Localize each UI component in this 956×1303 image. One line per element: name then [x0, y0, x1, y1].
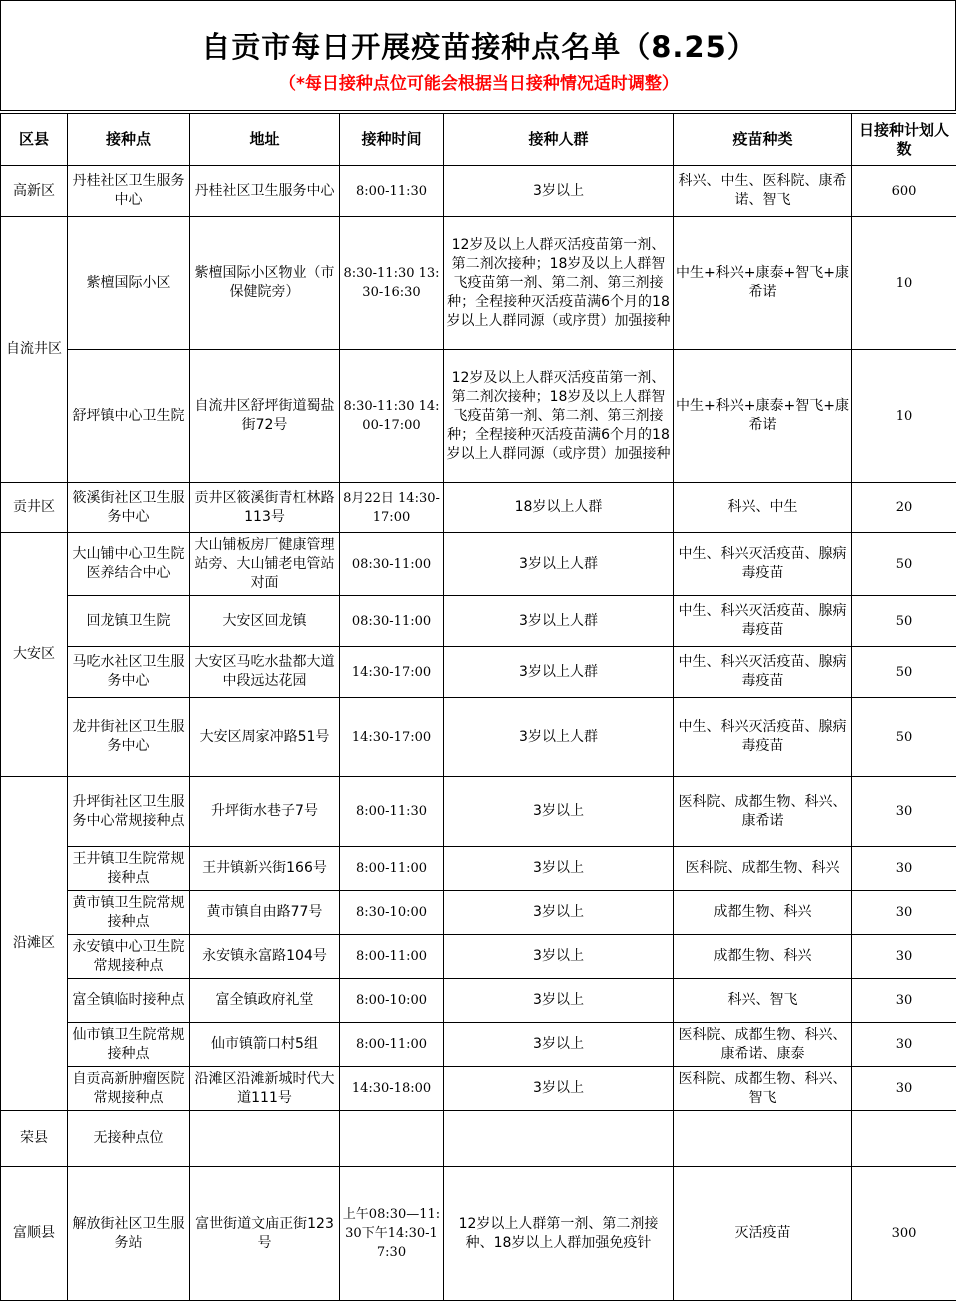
address-cell: 自流井区舒坪街道蜀盐街72号: [190, 350, 340, 483]
time-cell: 8:30-11:30 14:00-17:00: [340, 350, 444, 483]
time-cell: 8:00-11:00: [340, 935, 444, 979]
vaccine-cell: 中生、科兴灭活疫苗、腺病毒疫苗: [674, 533, 852, 596]
population-cell: 3岁以上: [444, 777, 674, 847]
plan-cell: 30: [852, 847, 956, 891]
header-plan: 日接种计划人数: [852, 114, 956, 166]
table-row: [1, 698, 956, 777]
plan-cell: 30: [852, 935, 956, 979]
header-row: [1, 114, 956, 166]
address-cell: 黄市镇自由路77号: [190, 891, 340, 935]
time-cell: 8:00-11:30: [340, 166, 444, 217]
time-cell: 8:30-10:00: [340, 891, 444, 935]
header-vaccine: 疫苗种类: [674, 114, 852, 166]
address-cell: [190, 1111, 340, 1167]
address-cell: 王井镇新兴街166号: [190, 847, 340, 891]
vaccine-cell: [674, 1111, 852, 1167]
plan-cell: 30: [852, 1023, 956, 1067]
table-row: [1, 1111, 956, 1167]
table-row: [1, 935, 956, 979]
header-district: 区县: [1, 114, 68, 166]
site-cell: 富全镇临时接种点: [68, 979, 190, 1023]
table-row: [1, 647, 956, 698]
address-cell: 大山铺板房厂健康管理站旁、大山铺老电管站对面: [190, 533, 340, 596]
site-cell: 解放街社区卫生服务站: [68, 1167, 190, 1301]
vaccine-cell: 成都生物、科兴: [674, 935, 852, 979]
time-cell: 14:30-17:00: [340, 647, 444, 698]
time-cell: 14:30-18:00: [340, 1067, 444, 1111]
site-cell: 紫檀国际小区: [68, 217, 190, 350]
population-cell: 3岁以上: [444, 1023, 674, 1067]
address-cell: 大安区周家冲路51号: [190, 698, 340, 777]
address-cell: 沿滩区沿滩新城时代大道111号: [190, 1067, 340, 1111]
table-row: [1, 166, 956, 217]
address-cell: 大安区回龙镇: [190, 596, 340, 647]
plan-cell: 50: [852, 698, 956, 777]
time-cell: 8:00-10:00: [340, 979, 444, 1023]
site-cell: 升坪街社区卫生服务中心常规接种点: [68, 777, 190, 847]
population-cell: 12岁以上人群第一剂、第二剂接种、18岁以上人群加强免疫针: [444, 1167, 674, 1301]
vaccine-cell: 成都生物、科兴: [674, 891, 852, 935]
district-cell: 大安区: [1, 533, 68, 777]
header-population: 接种人群: [444, 114, 674, 166]
plan-cell: 20: [852, 483, 956, 533]
population-cell: 12岁及以上人群灭活疫苗第一剂、第二剂次接种；18岁及以上人群智飞疫苗第一剂、第二剂、第三剂接种；全程接种灭活疫苗满6个月的18岁以上人群同源（或序贯）加强接种: [444, 217, 674, 350]
time-cell: 14:30-17:00: [340, 698, 444, 777]
population-cell: 18岁以上人群: [444, 483, 674, 533]
site-cell: 大山铺中心卫生院医养结合中心: [68, 533, 190, 596]
plan-cell: [852, 1111, 956, 1167]
table-row: [1, 350, 956, 483]
table-row: [1, 1067, 956, 1111]
time-cell: [340, 1111, 444, 1167]
plan-cell: 50: [852, 596, 956, 647]
population-cell: 3岁以上: [444, 891, 674, 935]
site-cell: 永安镇中心卫生院常规接种点: [68, 935, 190, 979]
vaccine-cell: 中生、科兴灭活疫苗、腺病毒疫苗: [674, 596, 852, 647]
site-cell: 王井镇卫生院常规接种点: [68, 847, 190, 891]
vaccination-table: [0, 113, 956, 1301]
table-row: [1, 533, 956, 596]
address-cell: 永安镇永富路104号: [190, 935, 340, 979]
district-cell: 贡井区: [1, 483, 68, 533]
vaccine-cell: 科兴、中生: [674, 483, 852, 533]
population-cell: 3岁以上: [444, 847, 674, 891]
population-cell: 3岁以上人群: [444, 647, 674, 698]
plan-cell: 50: [852, 533, 956, 596]
table-row: [1, 217, 956, 350]
table-row: [1, 596, 956, 647]
plan-cell: 50: [852, 647, 956, 698]
address-cell: 丹桂社区卫生服务中心: [190, 166, 340, 217]
table-row: [1, 1167, 956, 1301]
population-cell: 3岁以上人群: [444, 596, 674, 647]
table-row: [1, 777, 956, 847]
address-cell: 富全镇政府礼堂: [190, 979, 340, 1023]
site-cell: 黄市镇卫生院常规接种点: [68, 891, 190, 935]
time-cell: 8:00-11:00: [340, 847, 444, 891]
header-address: 地址: [190, 114, 340, 166]
site-cell: 仙市镇卫生院常规接种点: [68, 1023, 190, 1067]
plan-cell: 30: [852, 891, 956, 935]
vaccine-cell: 中生+科兴+康泰+智飞+康希诺: [674, 217, 852, 350]
time-cell: 8:00-11:00: [340, 1023, 444, 1067]
district-cell: 高新区: [1, 166, 68, 217]
header-site: 接种点: [68, 114, 190, 166]
time-cell: 8:00-11:30: [340, 777, 444, 847]
table-row: [1, 483, 956, 533]
vaccine-cell: 科兴、智飞: [674, 979, 852, 1023]
address-cell: 紫檀国际小区物业（市保健院旁）: [190, 217, 340, 350]
plan-cell: 10: [852, 217, 956, 350]
population-cell: [444, 1111, 674, 1167]
vaccine-cell: 医科院、成都生物、科兴、智飞: [674, 1067, 852, 1111]
vaccine-cell: 中生+科兴+康泰+智飞+康希诺: [674, 350, 852, 483]
site-cell: 马吃水社区卫生服务中心: [68, 647, 190, 698]
site-cell: 舒坪镇中心卫生院: [68, 350, 190, 483]
table-row: [1, 1023, 956, 1067]
page-subtitle: （*每日接种点位可能会根据当日接种情况适时调整）: [279, 74, 679, 94]
vaccine-cell: 医科院、成都生物、科兴、康希诺: [674, 777, 852, 847]
site-cell: 筱溪街社区卫生服务中心: [68, 483, 190, 533]
site-cell: 自贡高新肿瘤医院常规接种点: [68, 1067, 190, 1111]
population-cell: 3岁以上: [444, 1067, 674, 1111]
population-cell: 12岁及以上人群灭活疫苗第一剂、第二剂次接种；18岁及以上人群智飞疫苗第一剂、第二剂、第三剂接种；全程接种灭活疫苗满6个月的18岁以上人群同源（或序贯）加强接种: [444, 350, 674, 483]
address-cell: 仙市镇箭口村5组: [190, 1023, 340, 1067]
table-row: [1, 847, 956, 891]
address-cell: 大安区马吃水盐都大道中段远达花园: [190, 647, 340, 698]
table-row: [1, 891, 956, 935]
time-cell: 8:30-11:30 13:30-16:30: [340, 217, 444, 350]
site-cell: 回龙镇卫生院: [68, 596, 190, 647]
site-cell: 丹桂社区卫生服务中心: [68, 166, 190, 217]
vaccine-cell: 科兴、中生、医科院、康希诺、智飞: [674, 166, 852, 217]
time-cell: 08:30-11:00: [340, 596, 444, 647]
district-cell: 荣县: [1, 1111, 68, 1167]
table-row: [1, 979, 956, 1023]
time-cell: 8月22日 14:30-17:00: [340, 483, 444, 533]
vaccine-cell: 医科院、成都生物、科兴: [674, 847, 852, 891]
population-cell: 3岁以上人群: [444, 533, 674, 596]
time-cell: 上午08:30—11:30下午14:30-17:30: [340, 1167, 444, 1301]
header-time: 接种时间: [340, 114, 444, 166]
district-cell: 沿滩区: [1, 777, 68, 1111]
vaccine-cell: 灭活疫苗: [674, 1167, 852, 1301]
plan-cell: 300: [852, 1167, 956, 1301]
address-cell: 富世街道文庙正街123号: [190, 1167, 340, 1301]
district-cell: 自流井区: [1, 217, 68, 483]
plan-cell: 600: [852, 166, 956, 217]
population-cell: 3岁以上: [444, 935, 674, 979]
plan-cell: 30: [852, 979, 956, 1023]
address-cell: 升坪街水巷子7号: [190, 777, 340, 847]
page-header: [0, 0, 956, 111]
plan-cell: 30: [852, 777, 956, 847]
vaccine-cell: 医科院、成都生物、科兴、康希诺、康泰: [674, 1023, 852, 1067]
district-cell: 富顺县: [1, 1167, 68, 1301]
time-cell: 08:30-11:00: [340, 533, 444, 596]
site-cell: 无接种点位: [68, 1111, 190, 1167]
vaccine-cell: 中生、科兴灭活疫苗、腺病毒疫苗: [674, 647, 852, 698]
address-cell: 贡井区筱溪街青杠林路113号: [190, 483, 340, 533]
plan-cell: 30: [852, 1067, 956, 1111]
population-cell: 3岁以上: [444, 166, 674, 217]
population-cell: 3岁以上人群: [444, 698, 674, 777]
page-title: 自贡市每日开展疫苗接种点名单（8.25）: [201, 30, 757, 64]
vaccine-cell: 中生、科兴灭活疫苗、腺病毒疫苗: [674, 698, 852, 777]
population-cell: 3岁以上: [444, 979, 674, 1023]
site-cell: 龙井街社区卫生服务中心: [68, 698, 190, 777]
plan-cell: 10: [852, 350, 956, 483]
